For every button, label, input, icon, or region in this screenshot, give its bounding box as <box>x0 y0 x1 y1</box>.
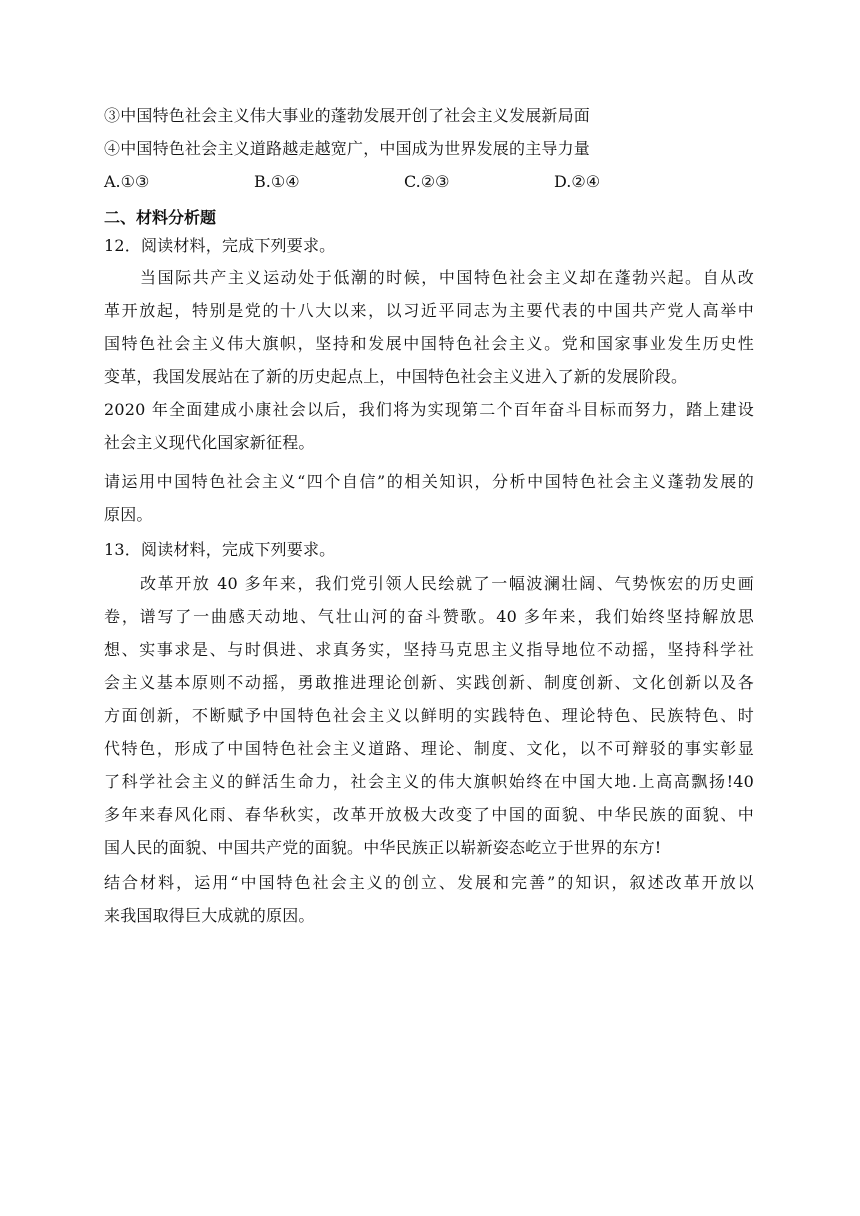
prev-question-item-3: ③中国特色社会主义伟大事业的蓬勃发展开创了社会主义发展新局面 <box>104 106 591 125</box>
q12-material-line: 当国际共产主义运动处于低潮的时候，中国特色社会主义却在蓬勃兴起。自从改 <box>140 268 754 287</box>
prev-question-item-4: ④中国特色社会主义道路越走越宽广，中国成为世界发展的主导力量 <box>104 139 591 158</box>
q13-stem: 13．阅读材料，完成下列要求。 <box>104 540 336 559</box>
q12-stem: 12．阅读材料，完成下列要求。 <box>104 236 336 255</box>
q12-material-line: 变革，我国发展站在了新的历史起点上，中国特色社会主义进入了新的发展阶段。 <box>104 367 688 386</box>
q12-material-line: 社会主义现代化国家新征程。 <box>104 433 315 452</box>
option-b: B.①④ <box>254 172 300 191</box>
q13-material-line: 卷，谱写了一曲感天动地、气壮山河的奋斗赞歌。40 多年来，我们始终坚持解放思 <box>104 607 754 626</box>
q13-material-line: 改革开放 40 多年来，我们党引领人民绘就了一幅波澜壮阔、气势恢宏的历史画 <box>140 574 754 593</box>
q13-question-line: 结合材料，运用“中国特色社会主义的创立、发展和完善”的知识，叙述改革开放以 <box>104 873 754 892</box>
q13-material-line: 国人民的面貌、中国共产党的面貌。中华民族正以崭新姿态屹立于世界的东方! <box>104 838 662 857</box>
q13-question-line: 来我国取得巨大成就的原因。 <box>104 906 315 925</box>
q12-question-line: 原因。 <box>104 505 153 524</box>
q12-question-line: 请运用中国特色社会主义“四个自信”的相关知识，分析中国特色社会主义蓬勃发展的 <box>104 472 754 491</box>
q13-material-line: 代特色，形成了中国特色社会主义道路、理论、制度、文化，以不可辩驳的事实彰显 <box>104 739 754 758</box>
q12-material-line: 国特色社会主义伟大旗帜，坚持和发展中国特色社会主义。党和国家事业发生历史性 <box>104 334 754 353</box>
q13-material-line: 方面创新，不断赋予中国特色社会主义以鲜明的实践特色、理论特色、民族特色、时 <box>104 706 754 725</box>
q12-material-line: 革开放起，特别是党的十八大以来，以习近平同志为主要代表的中国共产党人高举中 <box>104 301 754 320</box>
option-a: A.①③ <box>104 172 150 191</box>
option-c: C.②③ <box>404 172 450 191</box>
q12-material-line: 2020 年全面建成小康社会以后，我们将为实现第二个百年奋斗目标而努力，踏上建设 <box>104 400 754 419</box>
option-d: D.②④ <box>554 172 601 191</box>
q13-material-line: 多年来春风化雨、春华秋实，改革开放极大改变了中国的面貌、中华民族的面貌、中 <box>104 805 754 824</box>
q13-material-line: 了科学社会主义的鲜活生命力，社会主义的伟大旗帜始终在中国大地.上高高飘扬!40 <box>104 772 754 791</box>
section-title: 二、材料分析题 <box>104 208 217 227</box>
q13-material-line: 想、实事求是、与时俱进、求真务实，坚持马克思主义指导地位不动摇，坚持科学社 <box>104 640 754 659</box>
q13-material-line: 会主义基本原则不动摇，勇敢推进理论创新、实践创新、制度创新、文化创新以及各 <box>104 673 754 692</box>
